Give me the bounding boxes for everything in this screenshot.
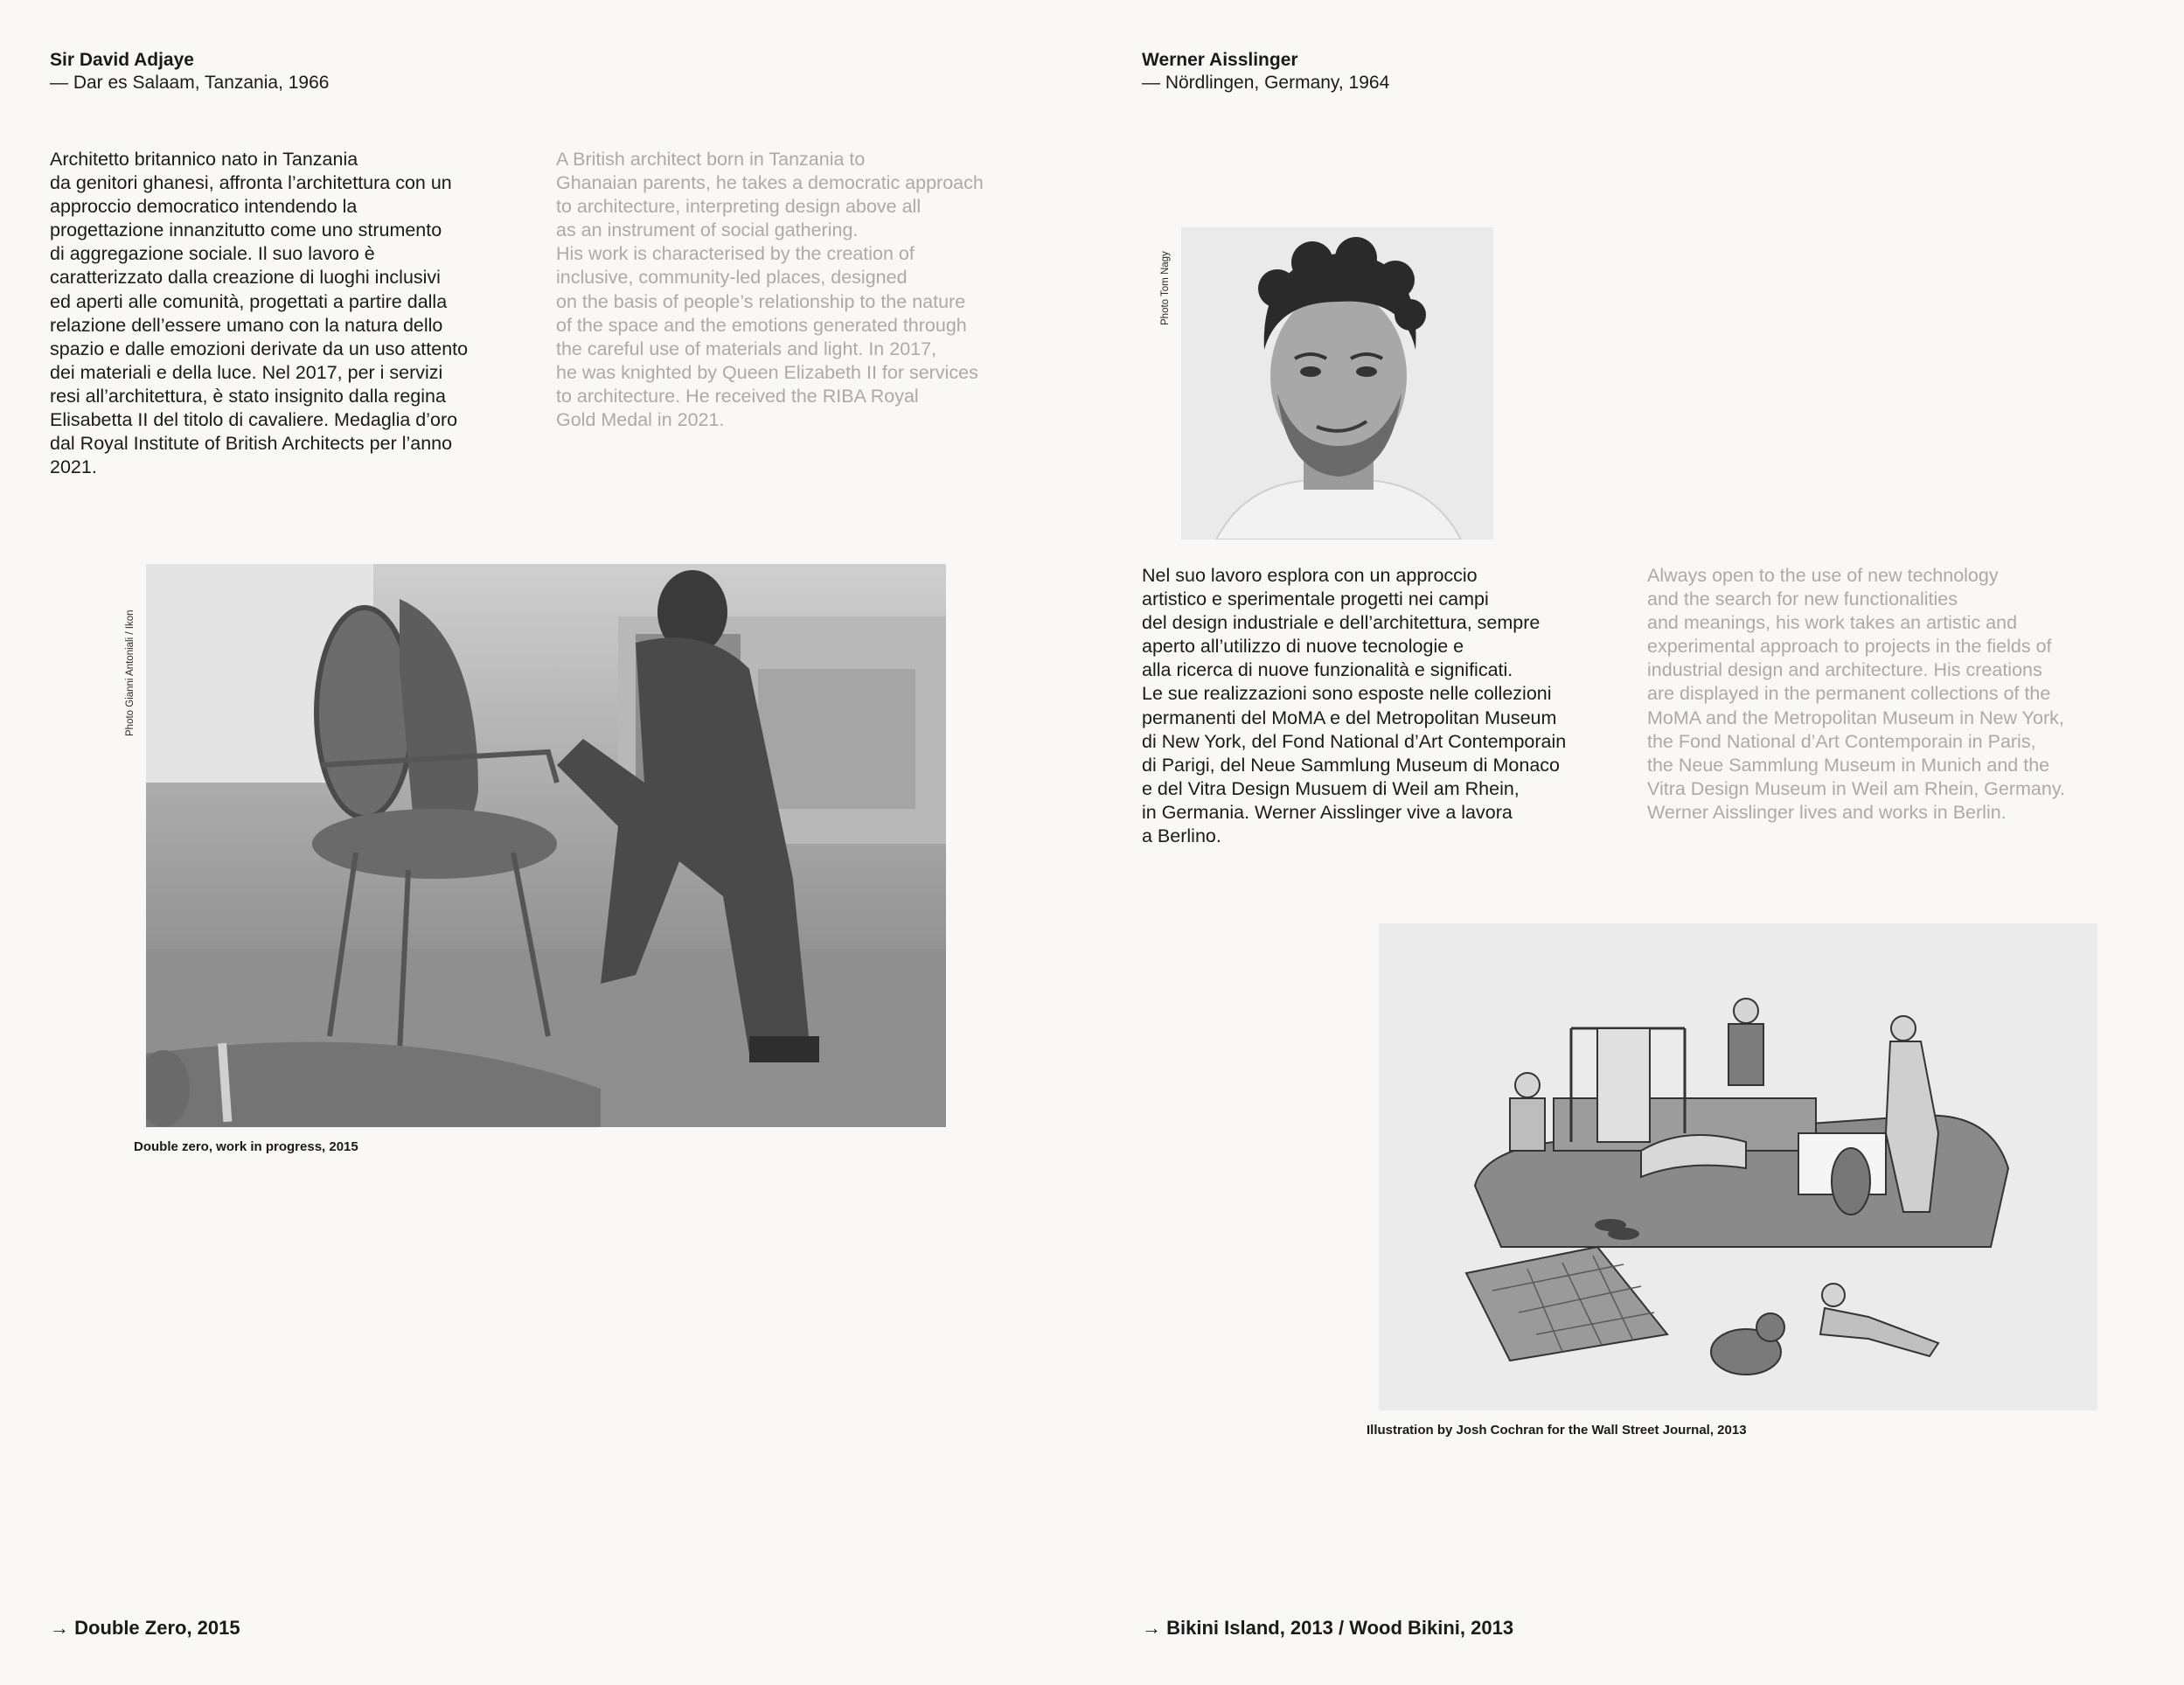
photo-caption: Double zero, work in progress, 2015 xyxy=(134,1139,358,1154)
photo-credit: Photo Gianni Antoniali / Ikon xyxy=(125,609,136,736)
designer-header-adjaye xyxy=(50,49,329,94)
bio-italian: Architetto britannico nato in Tanzania da genitori ghanesi, affronta l’architettura con un approccio democratico intendendo la progettazione innanzitutto come uno strumento di aggregazione sociale. Il suo lavoro è caratterizzato dalla creazione di luoghi inclusivi ed aperti alle comunità, progettati a partire dalla relazione dell’essere umano con la natura dello spazio e dalle emozioni derivate da un uso attento dei materiali e della luce. Nel 2017, per i servizi resi all’architettura, è stato insignito dalla regina Elisabetta II del titolo di cavaliere. Medaglia d’oro dal Royal Institute of British Architects per l’anno 2021. xyxy=(50,149,469,478)
designer-origin: — Dar es Salaam, Tanzania, 1966 xyxy=(50,73,330,93)
bio-italian: Nel suo lavoro esplora con un approccio artistico e sperimentale progetti nei campi del design industriale e dell’architettura, sempre aperto all’utilizzo di nuove tecnologie e alla ricerca di nuove funzionalità e significati. Le sue realizzazioni sono esposte nelle collezioni permanenti del MoMA e del Metropolitan Museum di New York, del Fond National d’Art Contemporain di Parigi, del Neue Sammlung Museum di Monaco e del Vitra Design Musuem di Weil am Rhein, in Germania. Werner Aisslinger vive a lavora a Berlino. xyxy=(1142,565,1567,847)
bikini-island-illustration xyxy=(1379,923,2097,1410)
bio-english: A British architect born in Tanzania to Ghanaian parents, he takes a democratic approach to architecture, interpreting design above all as an instrument of social gathering. His work is characterised by the creation of inclusive, community-led places, designed on the basis of people’s relationship to the nature of the space and the emotions generated through the careful use of materials and light. In 2017, he was knighted by Queen Elizabeth II for services to architecture. He received the RIBA Royal Gold Medal in 2021. xyxy=(556,149,984,431)
bio-english: Always open to the use of new technology and the search for new functionalities and meanings, his work takes an artistic and experimental approach to projects in the fields of industrial design and architecture. His creations are displayed in the permanent collections of the MoMA and the Metropolitan Museum in New York, the Fond National d’Art Contemporain in Paris, the Neue Sammlung Museum in Munich and the Vitra Design Museum in Weil am Rhein, Germany. Werner Aisslinger lives and works in Berlin. xyxy=(1647,565,2065,823)
designer-origin: — Nördlingen, Germany, 1964 xyxy=(1142,73,1390,93)
portrait-credit: Photo Tom Nagy xyxy=(1160,251,1171,325)
illustration-bikini-island xyxy=(1379,923,2097,1410)
illustration-caption: Illustration by Josh Cochran for the Wall Street Journal, 2013 xyxy=(1367,1423,1747,1438)
project-reference[interactable]: → Bikini Island, 2013 / Wood Bikini, 2013 xyxy=(1142,1617,1514,1639)
portrait-illustration xyxy=(1181,227,1493,540)
portrait-photo xyxy=(1181,227,1493,540)
workshop-photo-illustration xyxy=(146,564,946,1127)
designer-name: Sir David Adjaye xyxy=(50,50,194,70)
project-reference[interactable]: → Double Zero, 2015 xyxy=(50,1617,240,1639)
photo-double-zero xyxy=(146,564,946,1127)
designer-header-aisslinger xyxy=(1142,49,1389,94)
designer-name: Werner Aisslinger xyxy=(1142,50,1298,70)
